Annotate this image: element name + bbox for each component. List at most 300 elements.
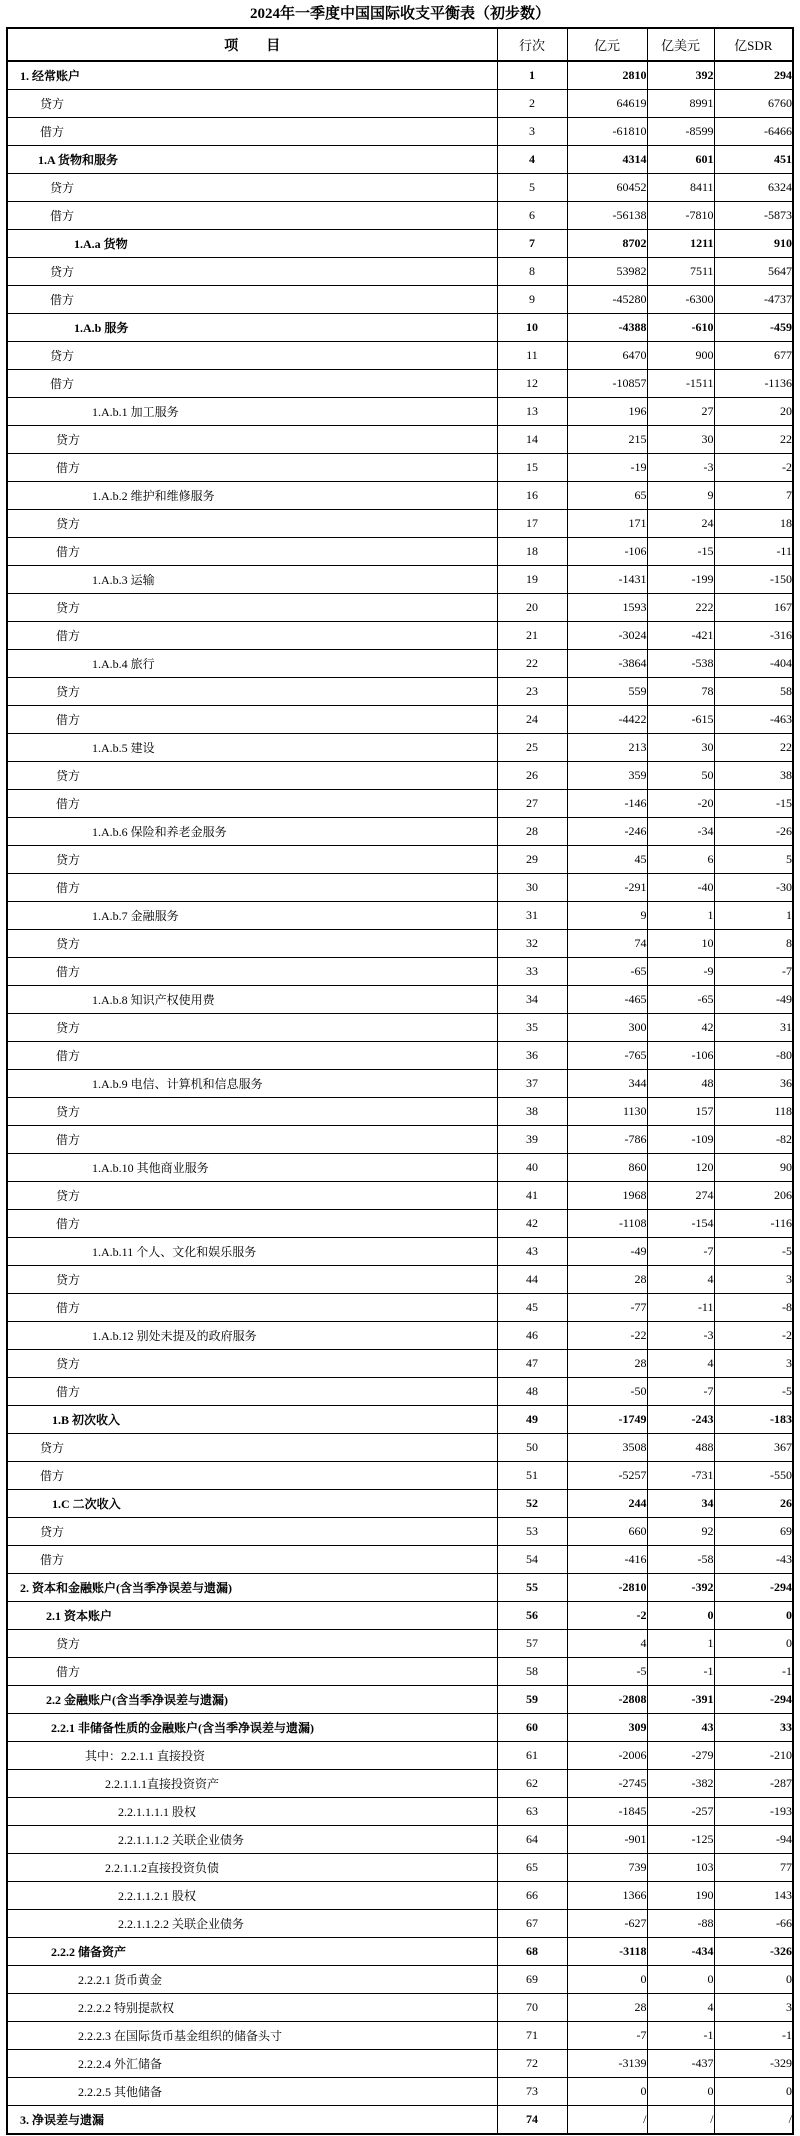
table-row (7, 370, 793, 398)
usd-value-cell: 601 (647, 146, 714, 174)
cny-value-cell: -5257 (567, 1462, 647, 1490)
item-cell: 2.2.1.1.1直接投资资产 (7, 1770, 497, 1798)
item-cell: 1.A.b.4 旅行 (7, 650, 497, 678)
line-no-cell: 42 (497, 1210, 567, 1238)
line-no-cell: 68 (497, 1938, 567, 1966)
line-no-cell: 7 (497, 230, 567, 258)
cny-value-cell: 1968 (567, 1182, 647, 1210)
line-no-cell: 35 (497, 1014, 567, 1042)
usd-value-cell: -434 (647, 1938, 714, 1966)
line-no-cell: 57 (497, 1630, 567, 1658)
cny-value-cell: -19 (567, 454, 647, 482)
cny-value-cell: 65 (567, 482, 647, 510)
cny-value-cell: 860 (567, 1154, 647, 1182)
sdr-value-cell: -183 (714, 1406, 793, 1434)
table-row (7, 1378, 793, 1406)
sdr-value-cell: -2 (714, 454, 793, 482)
sdr-value-cell: 0 (714, 1966, 793, 1994)
cny-value-cell: -465 (567, 986, 647, 1014)
usd-value-cell: 103 (647, 1854, 714, 1882)
cny-value-cell: 171 (567, 510, 647, 538)
table-row (7, 986, 793, 1014)
sdr-value-cell: -329 (714, 2050, 793, 2078)
cny-value-cell: 2810 (567, 61, 647, 90)
cny-value-cell: -5 (567, 1658, 647, 1686)
line-no-cell: 71 (497, 2022, 567, 2050)
cny-value-cell: 64619 (567, 90, 647, 118)
sdr-value-cell: -66 (714, 1910, 793, 1938)
table-row (7, 1602, 793, 1630)
cny-value-cell: -901 (567, 1826, 647, 1854)
line-no-cell: 8 (497, 258, 567, 286)
sdr-value-cell: 22 (714, 734, 793, 762)
item-cell: 贷方 (7, 1182, 497, 1210)
usd-value-cell: -8599 (647, 118, 714, 146)
sdr-value-cell: -15 (714, 790, 793, 818)
table-row (7, 706, 793, 734)
item-cell: 1. 经常账户 (7, 61, 497, 90)
usd-value-cell: 1 (647, 1630, 714, 1658)
usd-value-cell: 120 (647, 1154, 714, 1182)
cny-value-cell: 1593 (567, 594, 647, 622)
usd-value-cell: 488 (647, 1434, 714, 1462)
table-row (7, 1042, 793, 1070)
page-title: 2024年一季度中国国际收支平衡表（初步数） (249, 6, 550, 22)
cny-value-cell: -3118 (567, 1938, 647, 1966)
cny-value-cell: -45280 (567, 286, 647, 314)
line-no-cell: 11 (497, 342, 567, 370)
usd-value-cell: / (647, 2106, 714, 2135)
sdr-value-cell: 8 (714, 930, 793, 958)
line-no-cell: 33 (497, 958, 567, 986)
item-cell: 借方 (7, 1210, 497, 1238)
line-no-cell: 29 (497, 846, 567, 874)
usd-value-cell: -7 (647, 1238, 714, 1266)
cny-value-cell: -2810 (567, 1574, 647, 1602)
usd-value-cell: 8991 (647, 90, 714, 118)
item-cell: 2.2.1.1.1.2 关联企业债务 (7, 1826, 497, 1854)
cny-value-cell: -3139 (567, 2050, 647, 2078)
line-no-cell: 47 (497, 1350, 567, 1378)
sdr-value-cell: 677 (714, 342, 793, 370)
item-cell: 2.2.1.1.1.1 股权 (7, 1798, 497, 1826)
table-row (7, 1770, 793, 1798)
sdr-value-cell: -1136 (714, 370, 793, 398)
usd-value-cell: 1211 (647, 230, 714, 258)
table-row (7, 258, 793, 286)
usd-value-cell: 8411 (647, 174, 714, 202)
table-row (7, 1210, 793, 1238)
sdr-value-cell: 38 (714, 762, 793, 790)
table-row (7, 1994, 793, 2022)
table-row (7, 1154, 793, 1182)
table-row (7, 594, 793, 622)
item-cell: 贷方 (7, 90, 497, 118)
sdr-value-cell: -550 (714, 1462, 793, 1490)
usd-value-cell: 274 (647, 1182, 714, 1210)
sdr-value-cell: -1 (714, 1658, 793, 1686)
col-header-cny: 亿元 (567, 28, 647, 61)
col-header-line-no: 行次 (497, 28, 567, 61)
table-row (7, 314, 793, 342)
usd-value-cell: -11 (647, 1294, 714, 1322)
sdr-value-cell: -5 (714, 1238, 793, 1266)
item-cell: 借方 (7, 1378, 497, 1406)
usd-value-cell: -731 (647, 1462, 714, 1490)
line-no-cell: 19 (497, 566, 567, 594)
sdr-value-cell: -6466 (714, 118, 793, 146)
table-row (7, 1910, 793, 1938)
sdr-value-cell: -26 (714, 818, 793, 846)
table-row (7, 1658, 793, 1686)
table-row (7, 650, 793, 678)
cny-value-cell: 60452 (567, 174, 647, 202)
line-no-cell: 21 (497, 622, 567, 650)
line-no-cell: 14 (497, 426, 567, 454)
sdr-value-cell: 31 (714, 1014, 793, 1042)
line-no-cell: 32 (497, 930, 567, 958)
item-cell: 借方 (7, 874, 497, 902)
item-cell: 1.A.b.10 其他商业服务 (7, 1154, 497, 1182)
table-row (7, 61, 793, 90)
table-row (7, 1182, 793, 1210)
usd-value-cell: -257 (647, 1798, 714, 1826)
line-no-cell: 61 (497, 1742, 567, 1770)
item-cell: 借方 (7, 1042, 497, 1070)
table-row (7, 790, 793, 818)
table-row (7, 622, 793, 650)
table-row (7, 566, 793, 594)
line-no-cell: 70 (497, 1994, 567, 2022)
item-cell: 贷方 (7, 594, 497, 622)
line-no-cell: 63 (497, 1798, 567, 1826)
col-header-usd: 亿美元 (647, 28, 714, 61)
sdr-value-cell: -80 (714, 1042, 793, 1070)
cny-value-cell: / (567, 2106, 647, 2135)
line-no-cell: 24 (497, 706, 567, 734)
line-no-cell: 31 (497, 902, 567, 930)
sdr-value-cell: -49 (714, 986, 793, 1014)
usd-value-cell: -1511 (647, 370, 714, 398)
sdr-value-cell: 118 (714, 1098, 793, 1126)
sdr-value-cell: 294 (714, 61, 793, 90)
item-cell: 2.1 资本账户 (7, 1602, 497, 1630)
usd-value-cell: 222 (647, 594, 714, 622)
usd-value-cell: 30 (647, 734, 714, 762)
sdr-value-cell: 206 (714, 1182, 793, 1210)
table-row (7, 1686, 793, 1714)
table-row (7, 958, 793, 986)
usd-value-cell: -391 (647, 1686, 714, 1714)
item-cell: 借方 (7, 538, 497, 566)
table-row (7, 1070, 793, 1098)
table-row (7, 1126, 793, 1154)
line-no-cell: 37 (497, 1070, 567, 1098)
item-cell: 贷方 (7, 1098, 497, 1126)
item-cell: 借方 (7, 622, 497, 650)
usd-value-cell: 27 (647, 398, 714, 426)
cny-value-cell: 8702 (567, 230, 647, 258)
usd-value-cell: -610 (647, 314, 714, 342)
table-row (7, 1630, 793, 1658)
table-row (7, 1574, 793, 1602)
line-no-cell: 36 (497, 1042, 567, 1070)
cny-value-cell: 215 (567, 426, 647, 454)
cny-value-cell: -1108 (567, 1210, 647, 1238)
sdr-value-cell: 69 (714, 1518, 793, 1546)
cny-value-cell: -7 (567, 2022, 647, 2050)
sdr-value-cell: -30 (714, 874, 793, 902)
usd-value-cell: -3 (647, 1322, 714, 1350)
cny-value-cell: 660 (567, 1518, 647, 1546)
sdr-value-cell: 367 (714, 1434, 793, 1462)
table-row (7, 426, 793, 454)
cny-value-cell: -2006 (567, 1742, 647, 1770)
cny-value-cell: -4422 (567, 706, 647, 734)
usd-value-cell: -1 (647, 2022, 714, 2050)
item-cell: 1.A 货物和服务 (7, 146, 497, 174)
item-cell: 借方 (7, 1294, 497, 1322)
line-no-cell: 5 (497, 174, 567, 202)
item-cell: 1.A.b.11 个人、文化和娱乐服务 (7, 1238, 497, 1266)
table-row (7, 734, 793, 762)
item-cell: 贷方 (7, 1518, 497, 1546)
usd-value-cell: -6300 (647, 286, 714, 314)
item-cell: 2.2.2.2 特别提款权 (7, 1994, 497, 2022)
item-cell: 2.2.1.1.2.2 关联企业债务 (7, 1910, 497, 1938)
table-row (7, 678, 793, 706)
line-no-cell: 17 (497, 510, 567, 538)
cny-value-cell: -106 (567, 538, 647, 566)
sdr-value-cell: -116 (714, 1210, 793, 1238)
table-row (7, 1350, 793, 1378)
item-cell: 1.A.b 服务 (7, 314, 497, 342)
item-cell: 1.A.b.7 金融服务 (7, 902, 497, 930)
line-no-cell: 38 (497, 1098, 567, 1126)
sdr-value-cell: -11 (714, 538, 793, 566)
line-no-cell: 3 (497, 118, 567, 146)
sdr-value-cell: 22 (714, 426, 793, 454)
line-no-cell: 56 (497, 1602, 567, 1630)
cny-value-cell: 739 (567, 1854, 647, 1882)
sdr-value-cell: -8 (714, 1294, 793, 1322)
item-cell: 2.2.2.3 在国际货币基金组织的储备头寸 (7, 2022, 497, 2050)
cny-value-cell: -65 (567, 958, 647, 986)
line-no-cell: 18 (497, 538, 567, 566)
table-row (7, 510, 793, 538)
cny-value-cell: 74 (567, 930, 647, 958)
cny-value-cell: -786 (567, 1126, 647, 1154)
cny-value-cell: 1366 (567, 1882, 647, 1910)
item-cell: 1.A.b.5 建设 (7, 734, 497, 762)
usd-value-cell: 0 (647, 1966, 714, 1994)
cny-value-cell: 6470 (567, 342, 647, 370)
cny-value-cell: 359 (567, 762, 647, 790)
item-cell: 贷方 (7, 510, 497, 538)
cny-value-cell: -56138 (567, 202, 647, 230)
sdr-value-cell: 7 (714, 482, 793, 510)
sdr-value-cell: -294 (714, 1574, 793, 1602)
item-cell: 贷方 (7, 426, 497, 454)
cny-value-cell: 53982 (567, 258, 647, 286)
usd-value-cell: 50 (647, 762, 714, 790)
usd-value-cell: 7511 (647, 258, 714, 286)
sdr-value-cell: 26 (714, 1490, 793, 1518)
usd-value-cell: -243 (647, 1406, 714, 1434)
table-row (7, 1434, 793, 1462)
cny-value-cell: -49 (567, 1238, 647, 1266)
line-no-cell: 49 (497, 1406, 567, 1434)
table-row (7, 118, 793, 146)
line-no-cell: 55 (497, 1574, 567, 1602)
cny-value-cell: -22 (567, 1322, 647, 1350)
usd-value-cell: -392 (647, 1574, 714, 1602)
line-no-cell: 20 (497, 594, 567, 622)
usd-value-cell: -34 (647, 818, 714, 846)
item-cell: 1.A.b.6 保险和养老金服务 (7, 818, 497, 846)
sdr-value-cell: 5 (714, 846, 793, 874)
cny-value-cell: -2 (567, 1602, 647, 1630)
item-cell: 2.2.2.1 货币黄金 (7, 1966, 497, 1994)
line-no-cell: 12 (497, 370, 567, 398)
item-cell: 2.2.2.4 外汇储备 (7, 2050, 497, 2078)
bop-table (6, 27, 794, 2135)
item-cell: 借方 (7, 1658, 497, 1686)
item-cell: 2. 资本和金融账户(含当季净误差与遗漏) (7, 1574, 497, 1602)
usd-value-cell: -58 (647, 1546, 714, 1574)
item-cell: 贷方 (7, 762, 497, 790)
item-cell: 借方 (7, 958, 497, 986)
sdr-value-cell: / (714, 2106, 793, 2135)
item-cell: 借方 (7, 370, 497, 398)
cny-value-cell: 300 (567, 1014, 647, 1042)
item-cell: 2.2.1.1.2直接投资负债 (7, 1854, 497, 1882)
table-row (7, 342, 793, 370)
item-cell: 贷方 (7, 258, 497, 286)
line-no-cell: 58 (497, 1658, 567, 1686)
cny-value-cell: 213 (567, 734, 647, 762)
table-row (7, 818, 793, 846)
line-no-cell: 45 (497, 1294, 567, 1322)
line-no-cell: 28 (497, 818, 567, 846)
cny-value-cell: -10857 (567, 370, 647, 398)
sdr-value-cell: 910 (714, 230, 793, 258)
table-header (7, 28, 793, 61)
item-cell: 贷方 (7, 342, 497, 370)
cny-value-cell: -1749 (567, 1406, 647, 1434)
sdr-value-cell: 36 (714, 1070, 793, 1098)
item-cell: 3. 净误差与遗漏 (7, 2106, 497, 2135)
cny-value-cell: 28 (567, 1994, 647, 2022)
table-row (7, 1462, 793, 1490)
sdr-value-cell: -150 (714, 566, 793, 594)
sdr-value-cell: -193 (714, 1798, 793, 1826)
item-cell: 1.C 二次收入 (7, 1490, 497, 1518)
usd-value-cell: 42 (647, 1014, 714, 1042)
sdr-value-cell: -82 (714, 1126, 793, 1154)
usd-value-cell: 6 (647, 846, 714, 874)
table-row (7, 1266, 793, 1294)
item-cell: 贷方 (7, 1350, 497, 1378)
cny-value-cell: -3864 (567, 650, 647, 678)
usd-value-cell: -538 (647, 650, 714, 678)
table-row (7, 846, 793, 874)
sdr-value-cell: -287 (714, 1770, 793, 1798)
line-no-cell: 59 (497, 1686, 567, 1714)
cny-value-cell: 4314 (567, 146, 647, 174)
line-no-cell: 2 (497, 90, 567, 118)
table-row (7, 1854, 793, 1882)
line-no-cell: 48 (497, 1378, 567, 1406)
cny-value-cell: 4 (567, 1630, 647, 1658)
cny-value-cell: -146 (567, 790, 647, 818)
cny-value-cell: 3508 (567, 1434, 647, 1462)
sdr-value-cell: -94 (714, 1826, 793, 1854)
table-row (7, 2022, 793, 2050)
line-no-cell: 53 (497, 1518, 567, 1546)
usd-value-cell: 9 (647, 482, 714, 510)
item-cell: 贷方 (7, 930, 497, 958)
item-cell: 借方 (7, 790, 497, 818)
usd-value-cell: 900 (647, 342, 714, 370)
sdr-value-cell: -7 (714, 958, 793, 986)
usd-value-cell: 1 (647, 902, 714, 930)
col-header-sdr: 亿SDR (714, 28, 793, 61)
table-body (7, 61, 793, 2134)
line-no-cell: 41 (497, 1182, 567, 1210)
item-cell: 借方 (7, 118, 497, 146)
usd-value-cell: -421 (647, 622, 714, 650)
cny-value-cell: -4388 (567, 314, 647, 342)
table-row (7, 1406, 793, 1434)
sdr-value-cell: 0 (714, 1602, 793, 1630)
usd-value-cell: -1 (647, 1658, 714, 1686)
item-cell: 贷方 (7, 1630, 497, 1658)
sdr-value-cell: 167 (714, 594, 793, 622)
usd-value-cell: -125 (647, 1826, 714, 1854)
table-row (7, 902, 793, 930)
cny-value-cell: -77 (567, 1294, 647, 1322)
item-cell: 借方 (7, 706, 497, 734)
table-row (7, 1322, 793, 1350)
line-no-cell: 15 (497, 454, 567, 482)
table-row (7, 1014, 793, 1042)
item-cell: 贷方 (7, 1266, 497, 1294)
table-row (7, 1714, 793, 1742)
usd-value-cell: -40 (647, 874, 714, 902)
table-row (7, 762, 793, 790)
sdr-value-cell: 143 (714, 1882, 793, 1910)
table-row (7, 146, 793, 174)
col-header-item: 项 目 (7, 28, 497, 61)
sdr-value-cell: -294 (714, 1686, 793, 1714)
line-no-cell: 62 (497, 1770, 567, 1798)
line-no-cell: 34 (497, 986, 567, 1014)
table-row (7, 874, 793, 902)
table-row (7, 1098, 793, 1126)
item-cell: 2.2 金融账户(含当季净误差与遗漏) (7, 1686, 497, 1714)
usd-value-cell: -65 (647, 986, 714, 1014)
sdr-value-cell: -5 (714, 1378, 793, 1406)
table-row (7, 482, 793, 510)
cny-value-cell: 45 (567, 846, 647, 874)
item-cell: 1.A.b.8 知识产权使用费 (7, 986, 497, 1014)
table-row (7, 930, 793, 958)
table-row (7, 1546, 793, 1574)
usd-value-cell: -3 (647, 454, 714, 482)
sdr-value-cell: -2 (714, 1322, 793, 1350)
item-cell: 2.2.1.1.2.1 股权 (7, 1882, 497, 1910)
